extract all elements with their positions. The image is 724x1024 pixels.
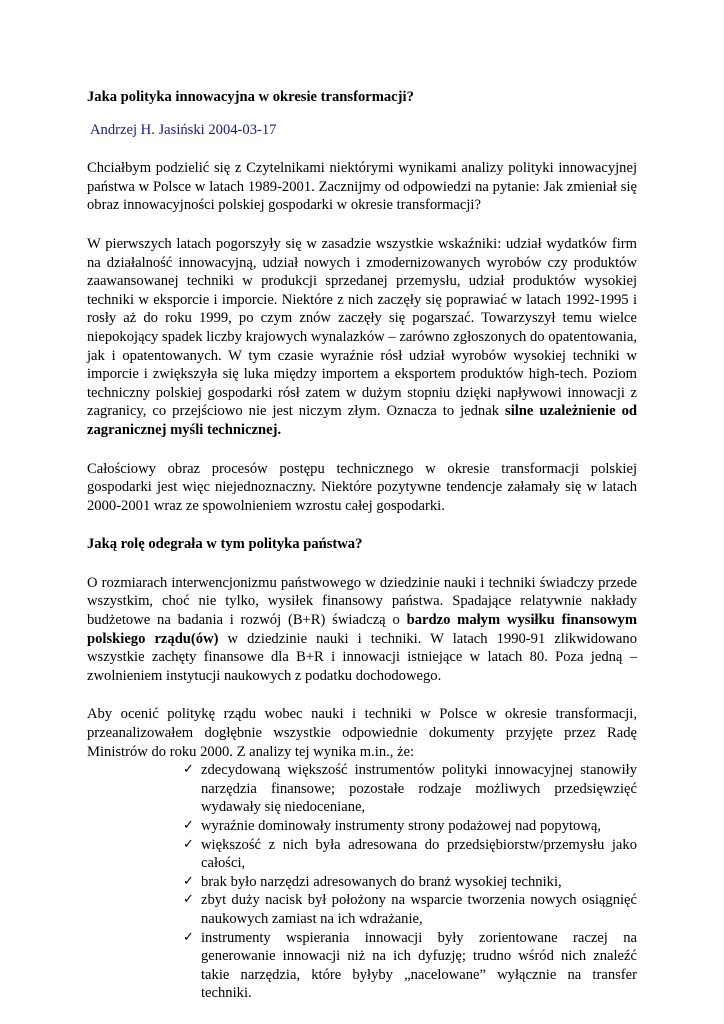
paragraph-indicators-text: W pierwszych latach pogorszyły się w zasadzie wszystkie wskaźniki: udział wydatków firm na działalność innowacyjną, udział nowych i zmodernizowanych wyrobów czy produktów zaawansowanej techniki w produkcji sprzedanej przemysłu, udział produktów wysokiej techniki w eksporcie i imporcie. Niektóre z nich zaczęły się poprawiać w latach 1992-1995 i rosły aż do roku 1999, po czym znów zaczęły się pogarszać. Towarzyszył temu wielce niepokojący spadek liczby krajowych wynalazków – zarówno zgłoszonych do opatentowania, jak i opatentowanych. W tym czasie wyraźnie rósł udział wyrobów wysokiej techniki w imporcie i zwiększyła się luka między importem a eksportem produktów high-tech. Poziom techniczny polskiej gospodarki rósł zatem w dużym stopniu dzięki napływowi innowacji z zagranicy, co przejściowo nie jest niczym złym. Oznacza to jednak xyxy=(87,235,637,420)
checkmark-icon: ✓ xyxy=(183,892,194,908)
checkmark-icon: ✓ xyxy=(183,818,194,833)
paragraph-intervention-text-2: w dziedzinie nauki i techniki. W latach 1990-91 zlikwidowano wszystkie zachęty finansowe dla B+R i innowacji istniejące w latach 80. Poza jedną – zwolnieniem instytucji naukowych z podatku dochodowego. xyxy=(87,630,637,684)
article-title: Jaka polityka innowacyjna w okresie transformacji? xyxy=(87,89,414,105)
list-item xyxy=(183,891,637,928)
article-body xyxy=(87,88,637,1003)
list-item xyxy=(183,836,637,873)
list-item xyxy=(183,817,637,836)
list-item-text: większość z nich była adresowana do przedsiębiorstw/przemysłu jako całości, xyxy=(201,836,637,872)
checkmark-icon: ✓ xyxy=(183,762,194,778)
checkmark-icon: ✓ xyxy=(183,929,194,945)
author-line: Andrzej H. Jasiński 2004-03-17 xyxy=(90,121,277,138)
list-item-text: zdecydowaną większość instrumentów polityki innowacyjnej stanowiły narzędzia finansowe; pozostałe rodzaje możliwych przedsięwzięć wydawały się niedoceniane, xyxy=(201,762,637,816)
findings-list xyxy=(183,761,637,1003)
list-item xyxy=(183,929,637,1003)
paragraph-indicators xyxy=(87,235,637,440)
list-item-text: zbyt duży nacisk był położony na wsparcie tworzenia nowych osiągnięć naukowych zamiast na ich wdrażanie, xyxy=(201,892,637,927)
list-item-text: brak było narzędzi adresowanych do branż wysokiej techniki, xyxy=(201,873,562,890)
paragraph-analysis: Aby ocenić politykę rządu wobec nauki i techniki w Polsce w okresie transformacji, przeanalizowałem dogłębnie wszystkie odpowiednie dokumenty przyjęte przez Radę Ministrów do roku 2000. Z analizy tej wynika m.in., że: xyxy=(87,706,637,760)
paragraph-intervention-bold: bardzo małym wysiłku finansowym polskiego rządu(ów) xyxy=(87,612,638,647)
paragraph-overall: Całościowy obraz procesów postępu technicznego w okresie transformacji polskiej gospodarki jest więc niejednoznaczny. Niektóre pozytywne tendencje załamały się w latach 2000-2001 wraz ze spowolnieniem wzrostu całej gospodarki. xyxy=(87,460,637,514)
paragraph-intervention xyxy=(87,574,637,686)
paragraph-indicators-bold: silne uzależnienie od zagranicznej myśli technicznej. xyxy=(87,403,637,438)
list-item xyxy=(183,761,637,817)
checkmark-icon: ✓ xyxy=(183,836,194,852)
list-item xyxy=(183,873,637,892)
list-item-text: wyraźnie dominowały instrumenty strony podażowej nad popytową, xyxy=(201,818,602,834)
list-item-text: instrumenty wspierania innowacji były zorientowane raczej na generowanie innowacji niż na ich dyfuzję; trudno wśród nich znaleźć takie narzędzia, które byłyby „nacelowane” wyłącznie na transfer techniki. xyxy=(201,929,637,1002)
paragraph-intro: Chciałbym podzielić się z Czytelnikami niektórymi wynikami analizy polityki innowacyjnej państwa w Polsce w latach 1989-2001. Zacznijmy od odpowiedzi na pytanie: Jak zmieniał się obraz innowacyjności polskiej gospodarki w okresie transformacji? xyxy=(87,160,637,214)
paragraph-intervention-text-1: O rozmiarach interwencjonizmu państwowego w dziedzinie nauki i techniki świadczy przede wszystkim, choć nie tylko, wysiłek finansowy państwa. Spadające relatywnie nakłady budżetowe na badania i rozwój (B+R) świadczą o xyxy=(87,574,637,629)
section-heading: Jaką rolę odegrała w tym polityka państwa? xyxy=(87,536,363,553)
checkmark-icon: ✓ xyxy=(183,873,194,889)
